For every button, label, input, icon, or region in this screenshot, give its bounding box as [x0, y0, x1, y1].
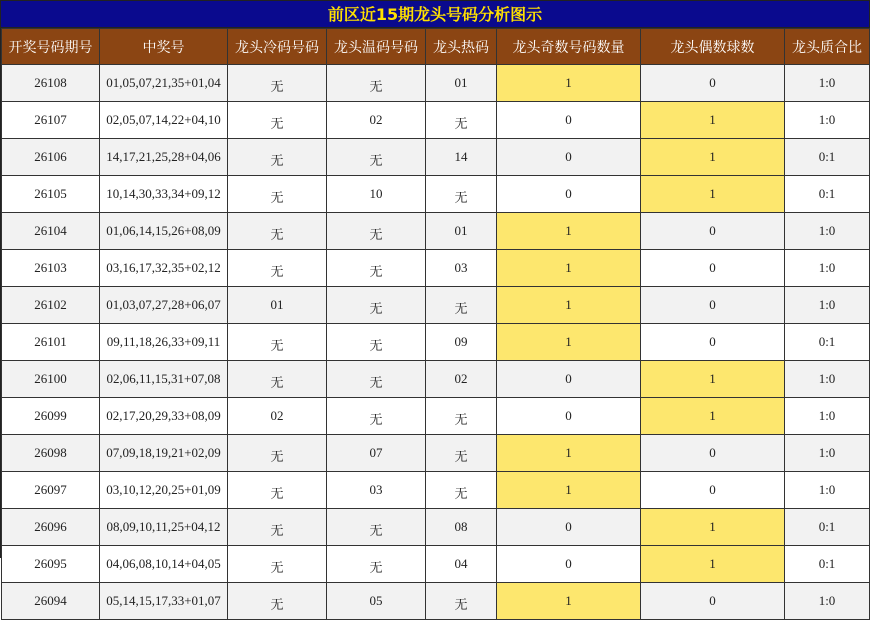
cell-ratio: 1:0	[785, 250, 870, 287]
cell-cold: 无	[228, 583, 327, 620]
cell-numbers: 01,05,07,21,35+01,04	[100, 65, 228, 102]
cell-ratio: 1:0	[785, 472, 870, 509]
header-row	[2, 29, 870, 65]
cell-even: 1	[641, 176, 785, 213]
cell-numbers: 03,10,12,20,25+01,09	[100, 472, 228, 509]
cell-issue: 26095	[2, 546, 100, 583]
cell-warm: 02	[327, 102, 426, 139]
cell-even: 0	[641, 287, 785, 324]
cell-issue: 26099	[2, 398, 100, 435]
cell-issue: 26101	[2, 324, 100, 361]
cell-cold: 无	[228, 250, 327, 287]
cell-numbers: 05,14,15,17,33+01,07	[100, 583, 228, 620]
cell-cold: 无	[228, 213, 327, 250]
cell-issue: 26100	[2, 361, 100, 398]
cell-cold: 无	[228, 65, 327, 102]
cell-hot: 09	[426, 324, 497, 361]
cell-warm: 无	[327, 139, 426, 176]
table-row	[2, 583, 870, 620]
table-row	[2, 139, 870, 176]
table-row	[2, 472, 870, 509]
cell-ratio: 1:0	[785, 435, 870, 472]
cell-warm: 无	[327, 213, 426, 250]
cell-issue: 26103	[2, 250, 100, 287]
cell-hot: 无	[426, 398, 497, 435]
cell-warm: 无	[327, 65, 426, 102]
cell-cold: 无	[228, 324, 327, 361]
cell-odd: 1	[497, 250, 641, 287]
cell-numbers: 01,03,07,27,28+06,07	[100, 287, 228, 324]
cell-odd: 0	[497, 102, 641, 139]
cell-hot: 03	[426, 250, 497, 287]
cell-ratio: 1:0	[785, 398, 870, 435]
cell-odd: 1	[497, 213, 641, 250]
cell-odd: 0	[497, 176, 641, 213]
cell-odd: 1	[497, 583, 641, 620]
cell-numbers: 04,06,08,10,14+04,05	[100, 546, 228, 583]
cell-cold: 无	[228, 435, 327, 472]
cell-numbers: 10,14,30,33,34+09,12	[100, 176, 228, 213]
cell-warm: 无	[327, 509, 426, 546]
cell-warm: 无	[327, 287, 426, 324]
cell-numbers: 02,17,20,29,33+08,09	[100, 398, 228, 435]
cell-ratio: 1:0	[785, 65, 870, 102]
cell-odd: 1	[497, 435, 641, 472]
table-row	[2, 435, 870, 472]
cell-hot: 无	[426, 287, 497, 324]
cell-hot: 02	[426, 361, 497, 398]
cell-warm: 无	[327, 324, 426, 361]
cell-numbers: 03,16,17,32,35+02,12	[100, 250, 228, 287]
cell-hot: 无	[426, 435, 497, 472]
cell-warm: 无	[327, 250, 426, 287]
cell-odd: 0	[497, 398, 641, 435]
cell-even: 1	[641, 398, 785, 435]
col-header-hot: 龙头热码	[426, 29, 497, 65]
cell-numbers: 14,17,21,25,28+04,06	[100, 139, 228, 176]
cell-warm: 03	[327, 472, 426, 509]
page-title: 前区近15期龙头号码分析图示	[1, 1, 869, 28]
analysis-table	[1, 28, 870, 620]
cell-hot: 01	[426, 65, 497, 102]
cell-ratio: 0:1	[785, 139, 870, 176]
cell-cold: 02	[228, 398, 327, 435]
cell-numbers: 01,06,14,15,26+08,09	[100, 213, 228, 250]
col-header-even: 龙头偶数球数	[641, 29, 785, 65]
cell-even: 0	[641, 65, 785, 102]
cell-ratio: 0:1	[785, 324, 870, 361]
cell-issue: 26107	[2, 102, 100, 139]
cell-numbers: 09,11,18,26,33+09,11	[100, 324, 228, 361]
cell-numbers: 02,05,07,14,22+04,10	[100, 102, 228, 139]
cell-even: 0	[641, 472, 785, 509]
cell-ratio: 1:0	[785, 583, 870, 620]
cell-issue: 26106	[2, 139, 100, 176]
cell-warm: 07	[327, 435, 426, 472]
cell-ratio: 0:1	[785, 176, 870, 213]
cell-even: 1	[641, 361, 785, 398]
cell-even: 0	[641, 250, 785, 287]
cell-issue: 26104	[2, 213, 100, 250]
table-row	[2, 287, 870, 324]
cell-hot: 01	[426, 213, 497, 250]
cell-issue: 26105	[2, 176, 100, 213]
cell-ratio: 0:1	[785, 509, 870, 546]
cell-odd: 1	[497, 324, 641, 361]
table-row	[2, 324, 870, 361]
table-row	[2, 398, 870, 435]
cell-odd: 1	[497, 287, 641, 324]
cell-numbers: 08,09,10,11,25+04,12	[100, 509, 228, 546]
cell-issue: 26096	[2, 509, 100, 546]
cell-hot: 04	[426, 546, 497, 583]
cell-cold: 无	[228, 472, 327, 509]
cell-hot: 14	[426, 139, 497, 176]
cell-hot: 08	[426, 509, 497, 546]
cell-odd: 0	[497, 361, 641, 398]
cell-ratio: 1:0	[785, 213, 870, 250]
cell-odd: 0	[497, 509, 641, 546]
cell-even: 1	[641, 139, 785, 176]
cell-issue: 26108	[2, 65, 100, 102]
cell-even: 0	[641, 324, 785, 361]
cell-numbers: 07,09,18,19,21+02,09	[100, 435, 228, 472]
cell-odd: 1	[497, 472, 641, 509]
table-row	[2, 546, 870, 583]
cell-hot: 无	[426, 583, 497, 620]
table-row	[2, 176, 870, 213]
cell-hot: 无	[426, 102, 497, 139]
col-header-ratio: 龙头质合比	[785, 29, 870, 65]
col-header-cold: 龙头冷码号码	[228, 29, 327, 65]
cell-hot: 无	[426, 472, 497, 509]
cell-issue: 26098	[2, 435, 100, 472]
col-header-issue: 开奖号码期号	[2, 29, 100, 65]
cell-issue: 26102	[2, 287, 100, 324]
cell-even: 1	[641, 509, 785, 546]
table-row	[2, 361, 870, 398]
cell-ratio: 1:0	[785, 287, 870, 324]
cell-cold: 无	[228, 361, 327, 398]
cell-issue: 26097	[2, 472, 100, 509]
cell-warm: 无	[327, 398, 426, 435]
cell-cold: 01	[228, 287, 327, 324]
cell-warm: 05	[327, 583, 426, 620]
table-row	[2, 65, 870, 102]
cell-odd: 1	[497, 65, 641, 102]
cell-warm: 10	[327, 176, 426, 213]
table-row	[2, 250, 870, 287]
table-row	[2, 213, 870, 250]
table-row	[2, 509, 870, 546]
col-header-numbers: 中奖号	[100, 29, 228, 65]
cell-odd: 0	[497, 546, 641, 583]
col-header-odd: 龙头奇数号码数量	[497, 29, 641, 65]
cell-even: 1	[641, 546, 785, 583]
cell-even: 0	[641, 435, 785, 472]
cell-odd: 0	[497, 139, 641, 176]
cell-cold: 无	[228, 139, 327, 176]
cell-hot: 无	[426, 176, 497, 213]
cell-warm: 无	[327, 361, 426, 398]
cell-cold: 无	[228, 546, 327, 583]
cell-ratio: 1:0	[785, 361, 870, 398]
cell-ratio: 0:1	[785, 546, 870, 583]
col-header-warm: 龙头温码号码	[327, 29, 426, 65]
cell-numbers: 02,06,11,15,31+07,08	[100, 361, 228, 398]
cell-even: 1	[641, 102, 785, 139]
cell-issue: 26094	[2, 583, 100, 620]
cell-cold: 无	[228, 509, 327, 546]
cell-ratio: 1:0	[785, 102, 870, 139]
cell-even: 0	[641, 213, 785, 250]
cell-cold: 无	[228, 176, 327, 213]
cell-cold: 无	[228, 102, 327, 139]
table-row	[2, 102, 870, 139]
cell-even: 0	[641, 583, 785, 620]
cell-warm: 无	[327, 546, 426, 583]
